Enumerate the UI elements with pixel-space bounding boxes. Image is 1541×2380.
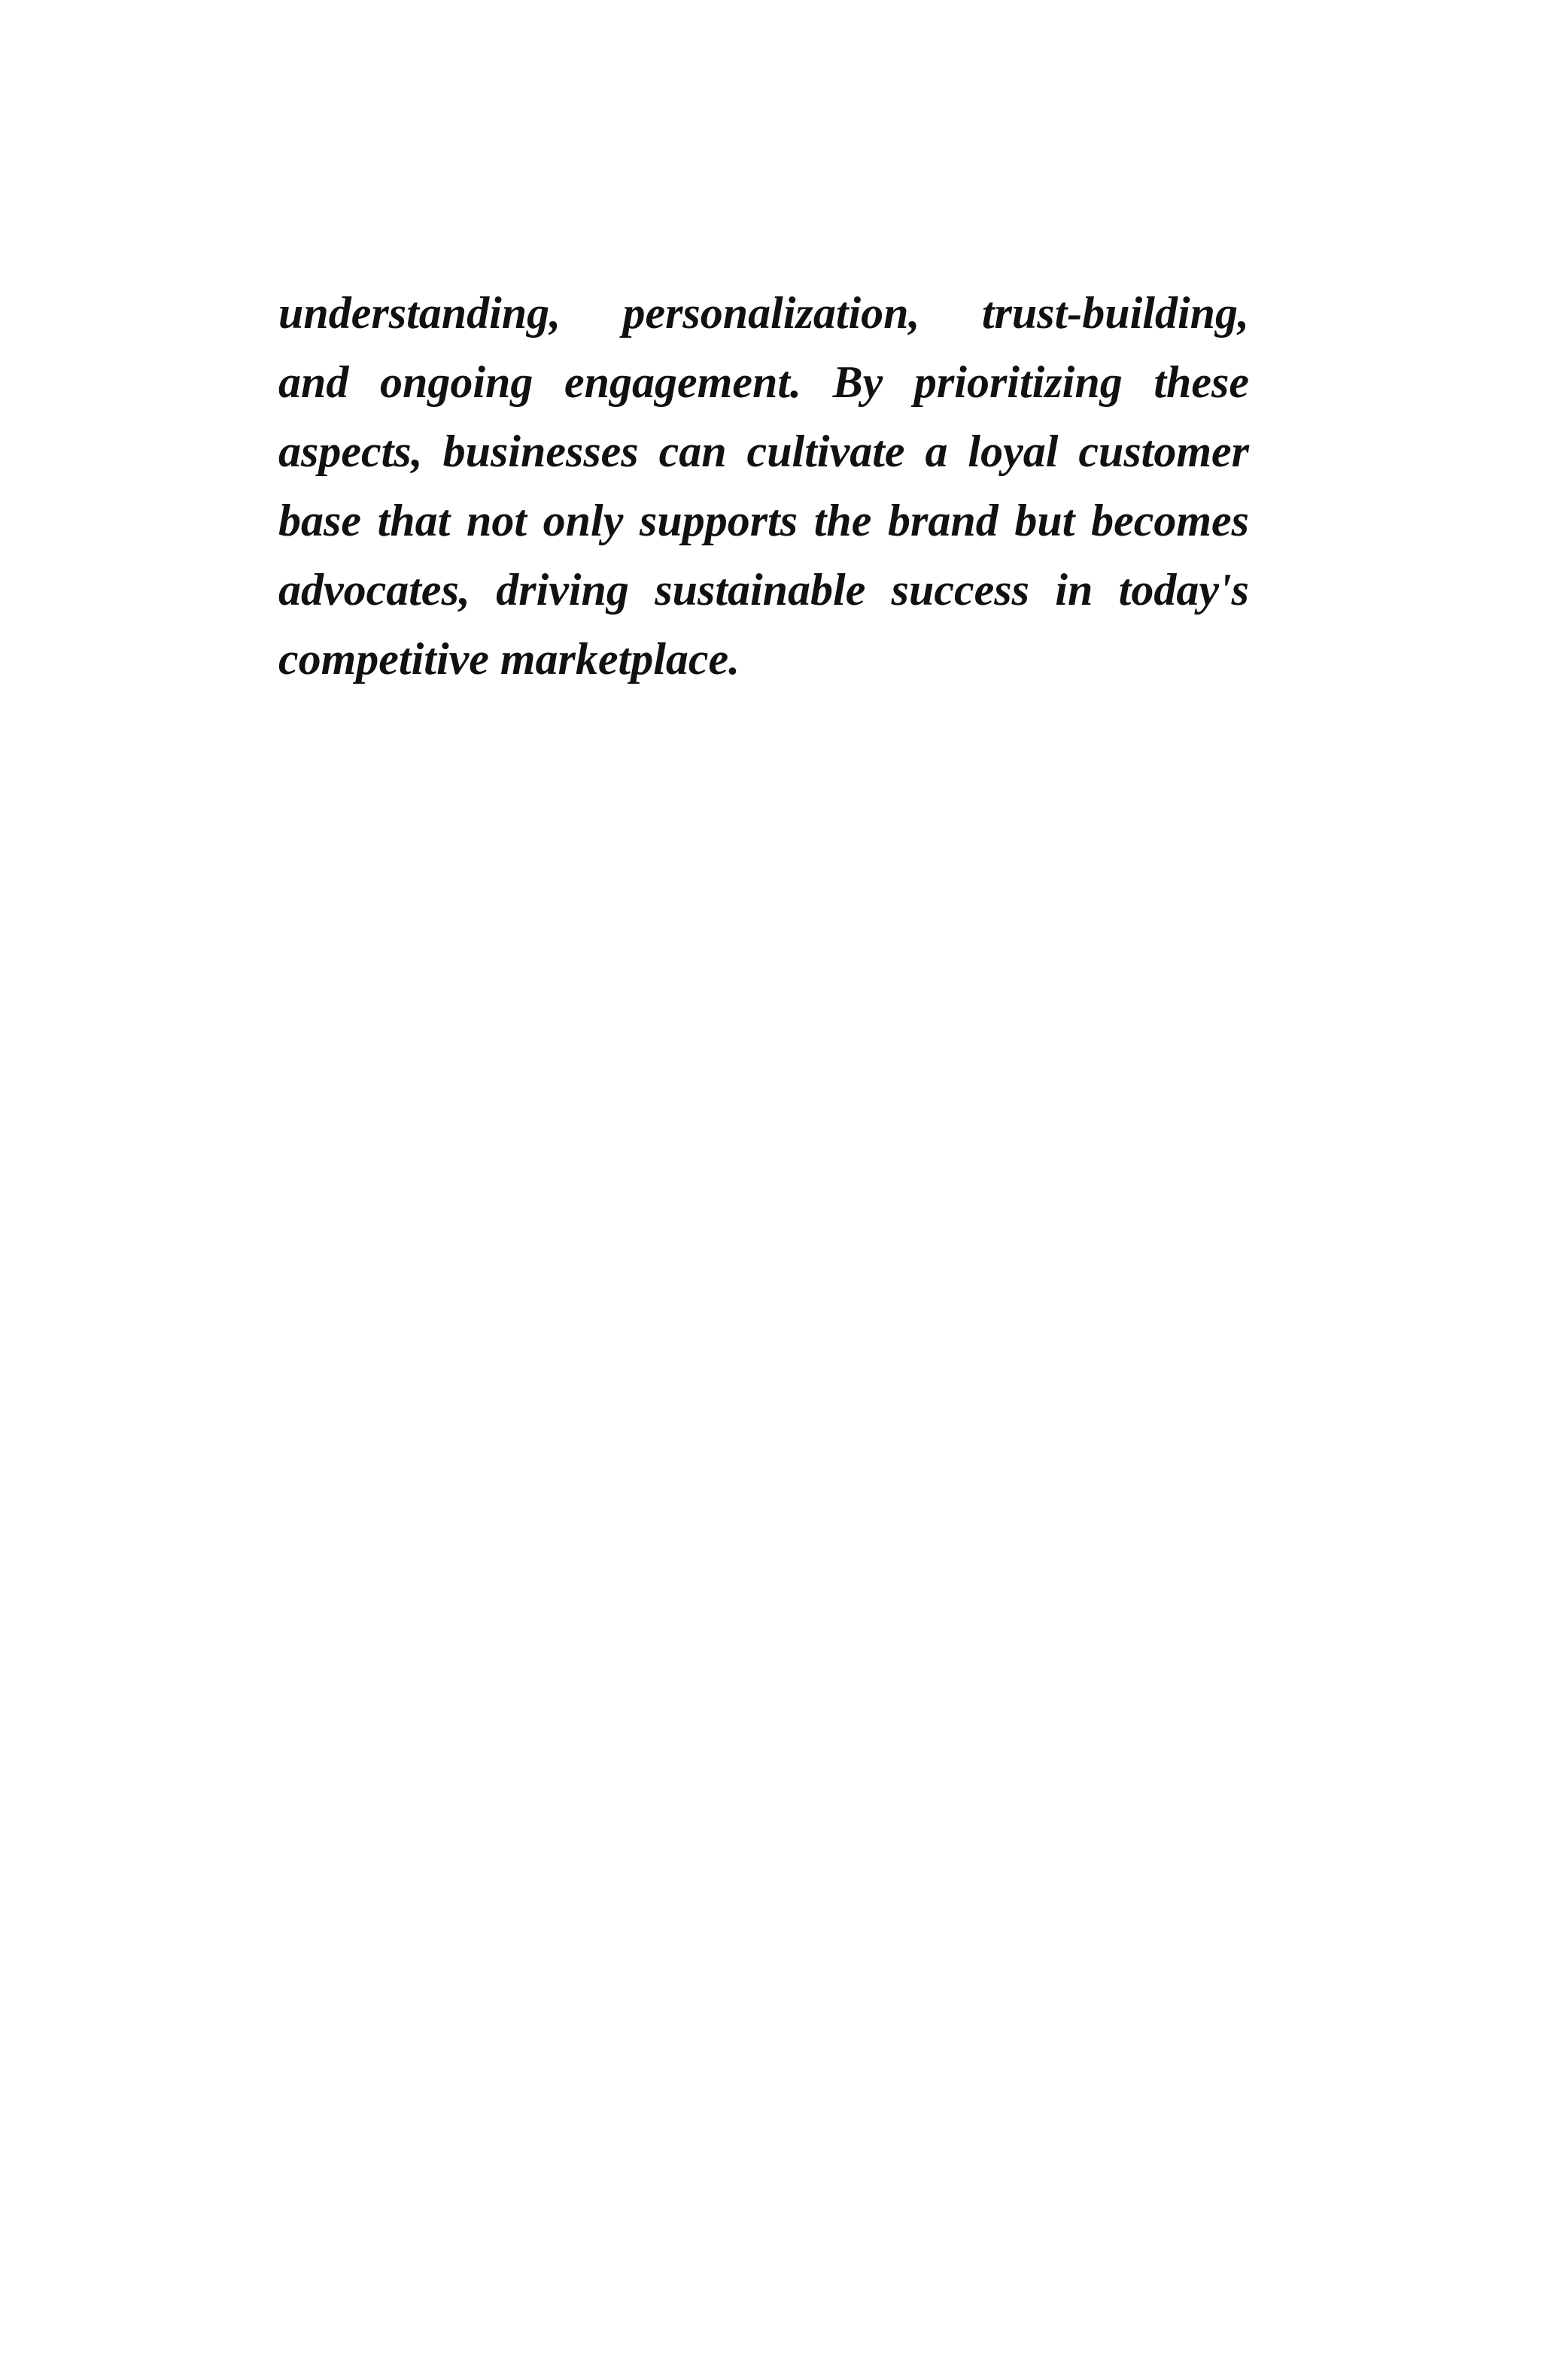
paragraph-line: competitive marketplace. [278,634,740,684]
paragraph-line: understanding, personalization, trust-building, [278,288,1249,338]
paragraph-line: aspects, businesses can cultivate a loyal customer [278,427,1249,476]
paragraph-line: base that not only supports the brand but becomes [278,496,1249,545]
body-paragraph [278,278,1249,694]
paragraph-line: and ongoing engagement. By prioritizing these [278,357,1249,407]
paragraph-line: advocates, driving sustainable success in today's [278,565,1249,615]
